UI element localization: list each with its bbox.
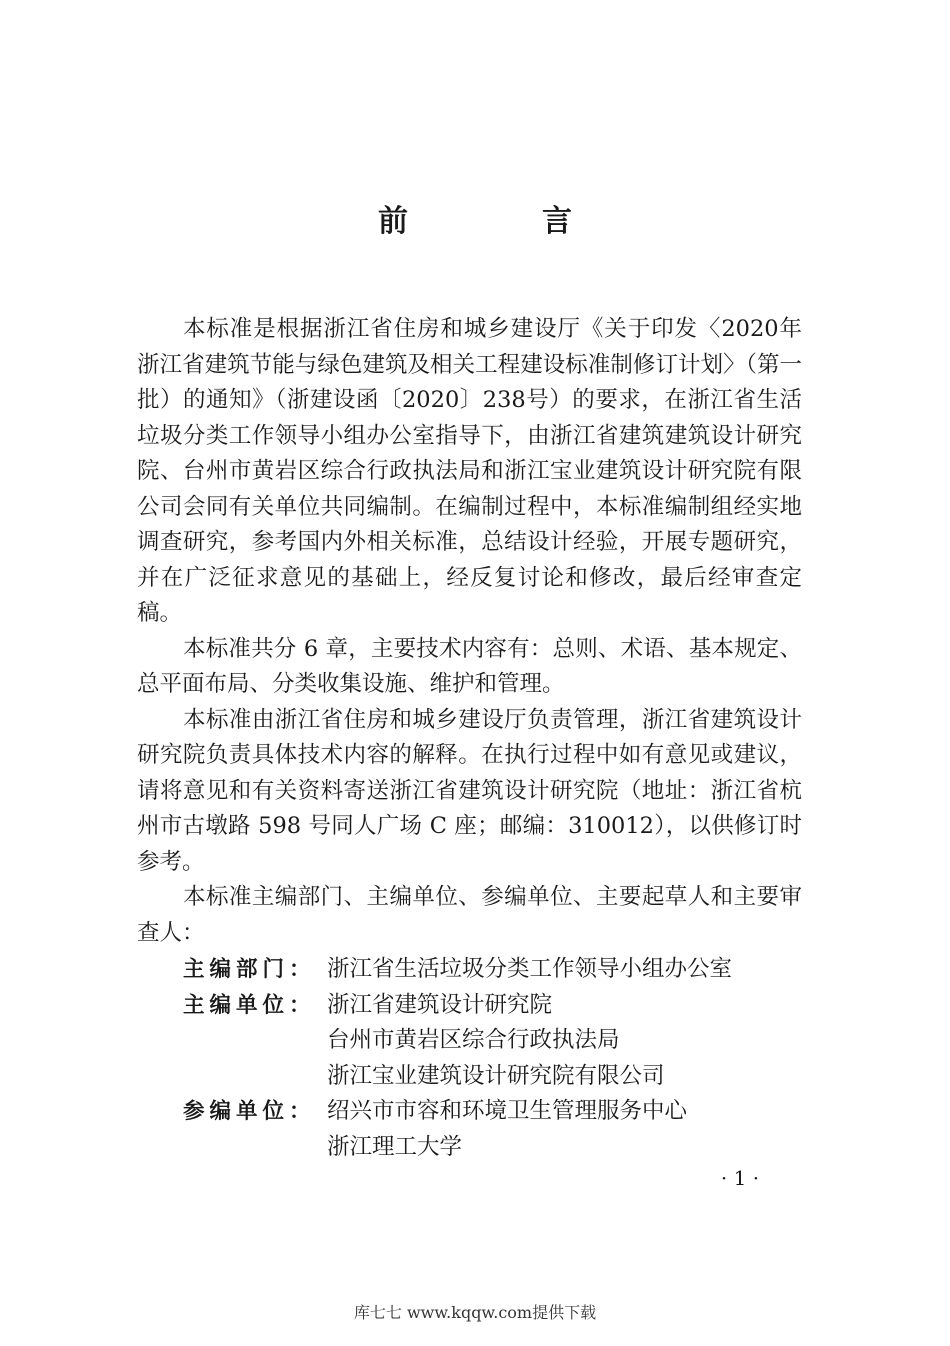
credit-value: 台州市黄岩区综合行政执法局 bbox=[327, 1027, 620, 1053]
page-number: · 1 · bbox=[720, 1166, 760, 1190]
credits bbox=[137, 952, 802, 1165]
footer-watermark: 库七七 www.kqqw.com提供下载 bbox=[353, 1303, 597, 1322]
paragraph-3: 本标准由浙江省住房和城乡建设厅负责管理，浙江省建筑设计研究院负责具体技术内容的解释。在执行过程中如有意见或建议，请将意见和有关资料寄送浙江省建筑设计研究院（地址：浙江省杭州市古墩路 598 号同人广场 C 座；邮编：310012），以供修订时参考。 bbox=[137, 706, 802, 875]
page-title: 前 言 bbox=[378, 204, 624, 239]
credit-value: 浙江宝业建筑设计研究院有限公司 bbox=[327, 1062, 665, 1089]
credit-value: 绍兴市市容和环境卫生管理服务中心 bbox=[327, 1098, 688, 1124]
paragraph-1: 本标准是根据浙江省住房和城乡建设厅《关于印发〈2020年浙江省建筑节能与绿色建筑及相关工程建设标准制修订计划〉（第一批）的通知》（浙建设函〔2020〕238号）的要求，在浙江省生活垃圾分类工作领导小组办公室指导下，由浙江省建筑建筑设计研究院、台州市黄岩区综合行政执法局和浙江宝业建筑设计研究院有限公司会同有关单位共同编制。在编制过程中，本标准编制组经实地调查研究，参考国内外相关标准，总结设计经验，开展专题研究，并在广泛征求意见的基础上，经反复讨论和修改，最后经审查定稿。 bbox=[137, 316, 802, 626]
credit-value: 浙江省生活垃圾分类工作领导小组办公室 bbox=[327, 956, 733, 982]
credit-label: 主编单位： bbox=[183, 992, 316, 1018]
paragraph-4: 本标准主编部门、主编单位、参编单位、主要起草人和主要审查人： bbox=[137, 884, 802, 946]
credit-editor-units bbox=[137, 988, 802, 1095]
credit-value: 浙江省建筑设计研究院 bbox=[327, 991, 553, 1018]
credit-editor-dept bbox=[137, 952, 802, 988]
preface-body bbox=[137, 312, 802, 1165]
credit-participating-units bbox=[137, 1094, 802, 1165]
credit-label: 参编单位： bbox=[183, 1099, 316, 1124]
credit-label: 主编部门： bbox=[183, 957, 316, 982]
credit-value: 浙江理工大学 bbox=[327, 1133, 463, 1160]
paragraph-2: 本标准共分 6 章，主要技术内容有：总则、术语、基本规定、总平面布局、分类收集设施、维护和管理。 bbox=[137, 635, 802, 697]
